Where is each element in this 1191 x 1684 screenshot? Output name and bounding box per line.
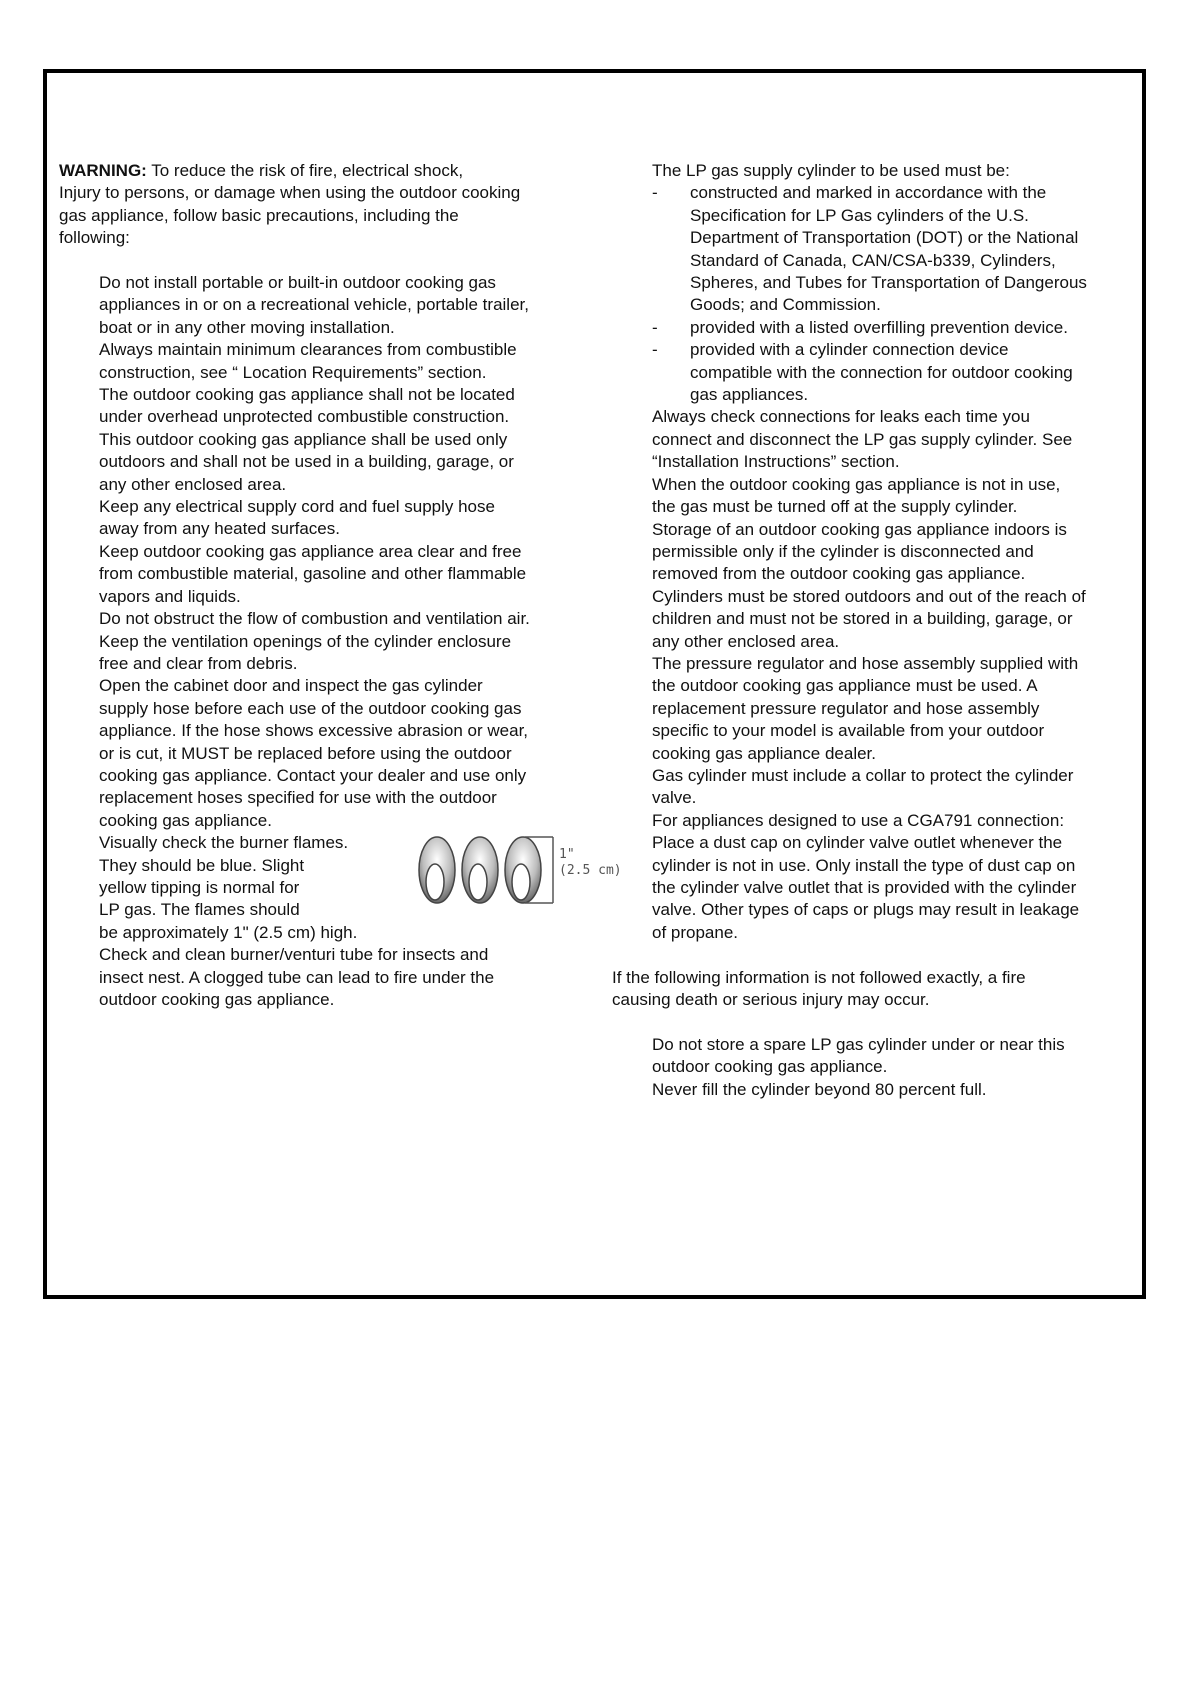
left-column: [59, 160, 622, 1011]
precaution-line: Do not install portable or built-in outdoor cooking gas: [99, 273, 496, 293]
dash-bullet: -: [652, 183, 658, 203]
requirement-item: [652, 317, 1137, 339]
flame-line: Visually check the burner flames.: [99, 833, 349, 853]
precaution-line: permissible only if the cylinder is disconnected and: [652, 541, 1034, 561]
requirement-line: Standard of Canada, CAN/CSA-b339, Cylinders,: [690, 250, 1056, 270]
precaution-line: cooking gas appliance.: [99, 810, 272, 830]
flame-check-block: [99, 832, 622, 944]
precaution-line: Gas cylinder must include a collar to protect the cylinder: [652, 765, 1074, 785]
precaution-line: the outdoor cooking gas appliance must be used. A: [652, 676, 1038, 696]
precaution-line: Place a dust cap on cylinder valve outlet whenever the: [652, 833, 1063, 853]
precaution-line: outdoor cooking gas appliance.: [99, 990, 335, 1010]
cylinder-precautions: [652, 406, 1137, 944]
requirement-line: Spheres, and Tubes for Transportation of Dangerous: [690, 273, 1087, 293]
dash-bullet: -: [652, 340, 658, 360]
precaution-line: or is cut, it MUST be replaced before using the outdoor: [99, 743, 512, 763]
precaution-line: away from any heated surfaces.: [99, 519, 340, 539]
flame-line: be approximately 1" (2.5 cm) high.: [99, 922, 358, 942]
flame-line: They should be blue. Slight: [99, 855, 305, 875]
requirement-line: provided with a cylinder connection device: [690, 340, 1009, 360]
requirement-line: gas appliances.: [690, 385, 809, 405]
precaution-line: cooking gas appliance. Contact your dealer and use only: [99, 765, 527, 785]
precaution-line: The pressure regulator and hose assembly supplied with: [652, 653, 1079, 673]
precaution-line: vapors and liquids.: [99, 586, 241, 606]
precaution-line: connect and disconnect the LP gas supply cylinder. See: [652, 429, 1073, 449]
precaution-line: replacement hoses specified for use with the outdoor: [99, 788, 497, 808]
precaution-line: appliance. If the hose shows excessive abrasion or wear,: [99, 721, 529, 741]
danger-notice: [612, 967, 1137, 1012]
warning-text: To reduce the risk of fire, electrical shock,: [146, 161, 464, 180]
cylinder-intro: The LP gas supply cylinder to be used must be:: [652, 161, 1010, 180]
precaution-line: Always maintain minimum clearances from combustible: [99, 340, 517, 360]
precaution-line: valve. Other types of caps or plugs may result in leakage: [652, 900, 1080, 920]
precaution-line: any other enclosed area.: [652, 631, 840, 651]
precaution-line: Keep the ventilation openings of the cylinder enclosure: [99, 631, 512, 651]
precaution-line: supply hose before each use of the outdoor cooking gas: [99, 698, 522, 718]
precaution-line: outdoor cooking gas appliance.: [652, 1057, 888, 1077]
precaution-line: Never fill the cylinder beyond 80 percent full.: [652, 1079, 987, 1099]
precaution-line: removed from the outdoor cooking gas appliance.: [652, 564, 1026, 584]
flame-line: LP gas. The flames should: [99, 900, 300, 920]
final-precautions: [652, 1034, 1137, 1101]
precaution-line: boat or in any other moving installation.: [99, 317, 395, 337]
precaution-line: the cylinder valve outlet that is provided with the cylinder: [652, 878, 1077, 897]
spacer: [59, 250, 604, 272]
flame-height-cm: (2.5 cm): [559, 863, 622, 879]
precaution-line: outdoors and shall not be used in a building, garage, or: [99, 452, 514, 472]
precaution-line: When the outdoor cooking gas appliance is not in use,: [652, 474, 1061, 494]
precaution-line: For appliances designed to use a CGA791 connection:: [652, 810, 1065, 830]
precaution-line: Storage of an outdoor cooking gas appliance indoors is: [652, 519, 1067, 539]
flame-height-inches: 1": [559, 847, 575, 863]
precaution-line: Check and clean burner/venturi tube for insects and: [99, 945, 489, 965]
flame-icon: [462, 837, 498, 903]
warning-label: WARNING:: [59, 161, 147, 180]
precaution-line: Open the cabinet door and inspect the gas cylinder: [99, 676, 483, 696]
requirement-line: provided with a listed overfilling prevention device.: [690, 317, 1068, 337]
requirement-line: constructed and marked in accordance with the: [690, 183, 1047, 203]
precaution-line: “Installation Instructions” section.: [652, 452, 900, 472]
precaution-line: Do not obstruct the flow of combustion and ventilation air.: [99, 609, 530, 629]
precaution-line: children and must not be stored in a building, garage, or: [652, 609, 1073, 629]
precaution-line: Keep any electrical supply cord and fuel supply hose: [99, 497, 495, 517]
requirement-text: [690, 182, 1137, 316]
right-column: [612, 160, 1137, 1101]
precaution-line: the gas must be turned off at the supply cylinder.: [652, 497, 1018, 517]
notice-line: If the following information is not followed exactly, a fire: [612, 967, 1026, 987]
requirement-text: [690, 339, 1137, 406]
precaution-line: Keep outdoor cooking gas appliance area clear and free: [99, 541, 522, 561]
flame-line: yellow tipping is normal for: [99, 877, 300, 897]
warning-line: Injury to persons, or damage when using the outdoor cooking: [59, 183, 521, 203]
spacer: [612, 944, 1137, 966]
requirement-line: compatible with the connection for outdoor cooking: [690, 362, 1073, 382]
precaution-line: insect nest. A clogged tube can lead to fire under the: [99, 967, 495, 987]
notice-line: causing death or serious injury may occur.: [612, 990, 930, 1010]
precaution-line: of propane.: [652, 922, 739, 942]
precaution-line: The outdoor cooking gas appliance shall not be located: [99, 385, 515, 405]
precaution-line: replacement pressure regulator and hose assembly: [652, 698, 1040, 718]
precaution-line: from combustible material, gasoline and other flammable: [99, 564, 527, 584]
precaution-line: valve.: [652, 788, 697, 808]
precaution-line: cooking gas appliance dealer.: [652, 743, 876, 763]
spacer: [612, 1011, 1137, 1033]
precaution-list: [99, 272, 622, 1011]
requirement-text: [690, 317, 1137, 339]
warning-lines: [59, 182, 604, 249]
requirement-line: Department of Transportation (DOT) or the National: [690, 228, 1079, 248]
burner-flame-illustration: [415, 834, 625, 906]
precaution-line: cylinder is not in use. Only install the type of dust cap on: [652, 855, 1076, 875]
requirement-item: [652, 182, 1137, 316]
flame-icon: [419, 837, 455, 903]
precaution-line: This outdoor cooking gas appliance shall be used only: [99, 429, 508, 449]
flame-icon: [505, 837, 541, 903]
precaution-line: free and clear from debris.: [99, 653, 298, 673]
requirement-line: Goods; and Commission.: [690, 295, 881, 315]
precaution-line: specific to your model is available from your outdoor: [652, 721, 1045, 741]
precaution-line: appliances in or on a recreational vehicle, portable trailer,: [99, 295, 529, 315]
requirement-item: [652, 339, 1137, 406]
dash-bullet: -: [652, 317, 658, 337]
requirement-line: Specification for LP Gas cylinders of the U.S.: [690, 205, 1029, 225]
precaution-line: Cylinders must be stored outdoors and out of the reach of: [652, 586, 1086, 606]
precaution-line: Do not store a spare LP gas cylinder under or near this: [652, 1034, 1065, 1054]
precaution-line: construction, see “ Location Requirements” section.: [99, 362, 487, 382]
precaution-line: Always check connections for leaks each time you: [652, 407, 1030, 427]
precaution-line: under overhead unprotected combustible construction.: [99, 407, 510, 427]
warning-heading-line: [59, 160, 604, 182]
warning-line: gas appliance, follow basic precautions, including the: [59, 205, 459, 225]
warning-line: following:: [59, 228, 130, 248]
precaution-line: any other enclosed area.: [99, 474, 287, 494]
